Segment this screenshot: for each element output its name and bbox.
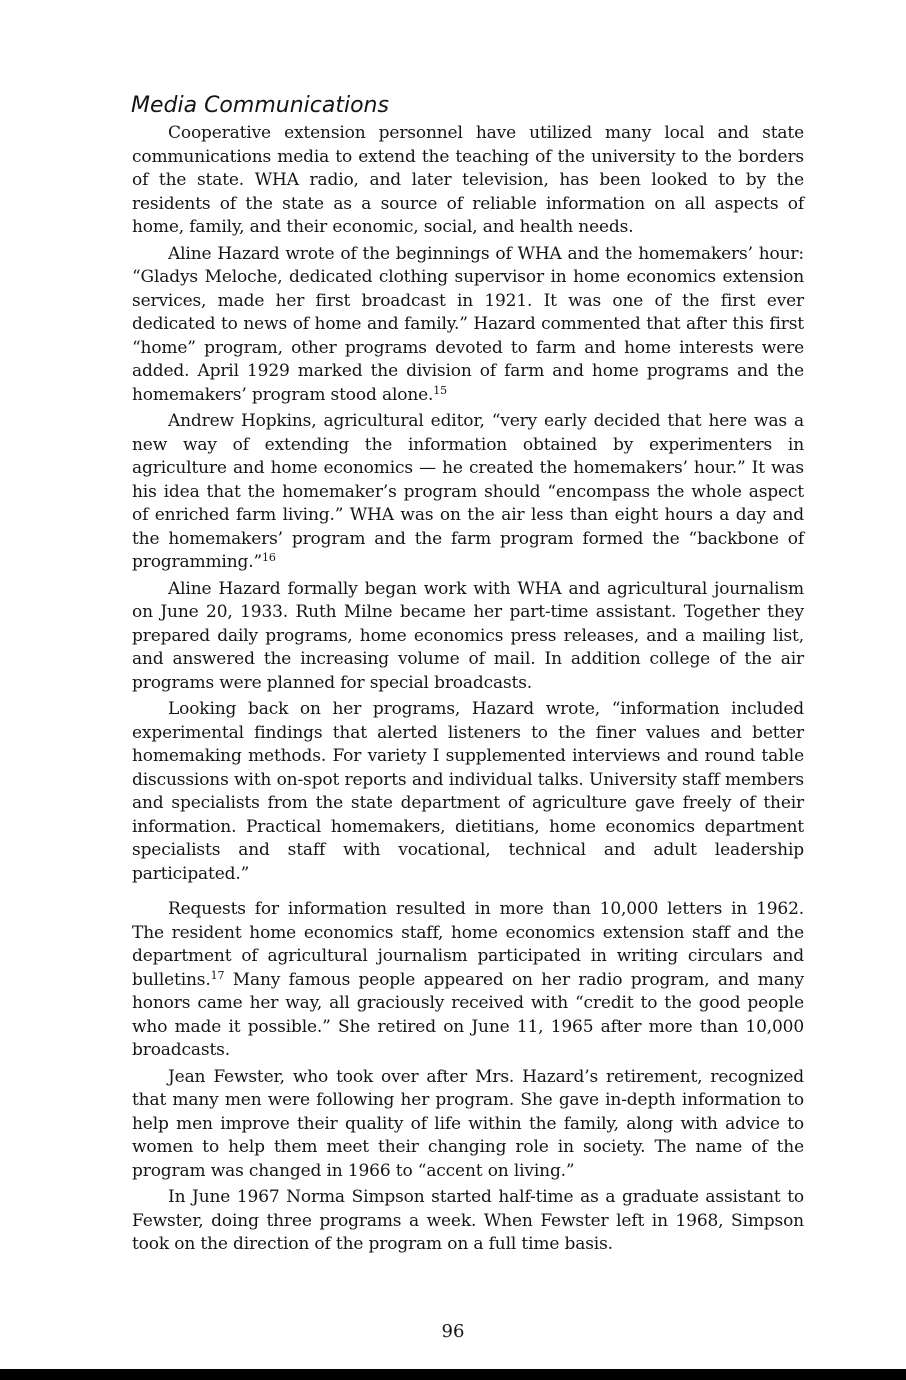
paragraph: In June 1967 Norma Simpson started half-time as a graduate assistant to Fewster, doing three programs a week. When Fewster left in 1968, Simpson took on the direction of the program on a full time basis. (132, 1187, 804, 1254)
scan-edge-bar (0, 1369, 906, 1380)
section-heading: Media Communications (131, 93, 389, 118)
paragraph: Aline Hazard formally began work with WHA and agricultural journalism on June 20, 1933. Ruth Milne became her part-time assistant. Together they prepared daily programs, home economics press releases, and a mailing list, and answered the increasing volume of mail. In addition college of the air programs were planned for special broadcasts. (132, 578, 804, 693)
paragraph: Jean Fewster, who took over after Mrs. Hazard’s retirement, recognized that many men were following her program. She gave in-depth information to help men improve their quality of life within the family, along with advice to women to help them meet their changing role in society. The name of the program was changed in 1966 to “accent on living.” (132, 1066, 804, 1181)
paragraph: Aline Hazard wrote of the beginnings of WHA and the homemakers’ hour: “Gladys Meloche, dedicated clothing supervisor in home economics extension services, made her first broadcast in 1921. It was one of the first ever dedicated to news of home and family.” Hazard commented that after this first “home” program, other programs devoted to farm and home interests were added. April 1929 marked the division of farm and home programs and the homemakers’ program stood alone.$^{15}$ (132, 243, 804, 405)
paragraph: Requests for information resulted in more than 10,000 letters in 1962. The resident home economics staff, home economics extension staff and the department of agricultural journalism participated in writing circulars and bulletins.$^{17}$ Many famous people appeared on her radio program, and many honors came her way, all graciously received with “credit to the good people who made it possible.” She retired on June 11, 1965 after more than 10,000 broadcasts. (132, 899, 804, 1060)
page-body (132, 92, 804, 1257)
footnote-marker: 16 (262, 551, 276, 564)
paragraph: Andrew Hopkins, agricultural editor, “very early decided that here was a new way of extending the information obtained by experimenters in agriculture and home economics — he created the homemakers’ hour.” It was his idea that the homemaker’s program should “encompass the whole aspect of enriched farm living.” WHA was on the air less than eight hours a day and the homemakers’ program and the farm program formed the “backbone of programming.”$^{16}$ (132, 411, 804, 572)
page-number: 96 (441, 1321, 465, 1342)
footnote-marker: 15 (433, 383, 447, 397)
paragraph: Looking back on her programs, Hazard wrote, “information included experimental findings that alerted listeners to the finer values and better homemaking methods. For variety I supplemented interviews and round table discussions with on-spot reports and individual talks. University staff members and specialists from the state department of agriculture gave freely of their information. Practical homemakers, dietitians, home economics department specialists and staff with vocational, technical and adult leadership participated.” (132, 699, 804, 884)
paragraph: Cooperative extension personnel have utilized many local and state communications media to extend the teaching of the university to the borders of the state. WHA radio, and later television, has been looked to by the residents of the state as a source of reliable information on all aspects of home, family, and their economic, social, and health needs. (132, 123, 804, 237)
footnote-marker: 17 (210, 968, 225, 982)
